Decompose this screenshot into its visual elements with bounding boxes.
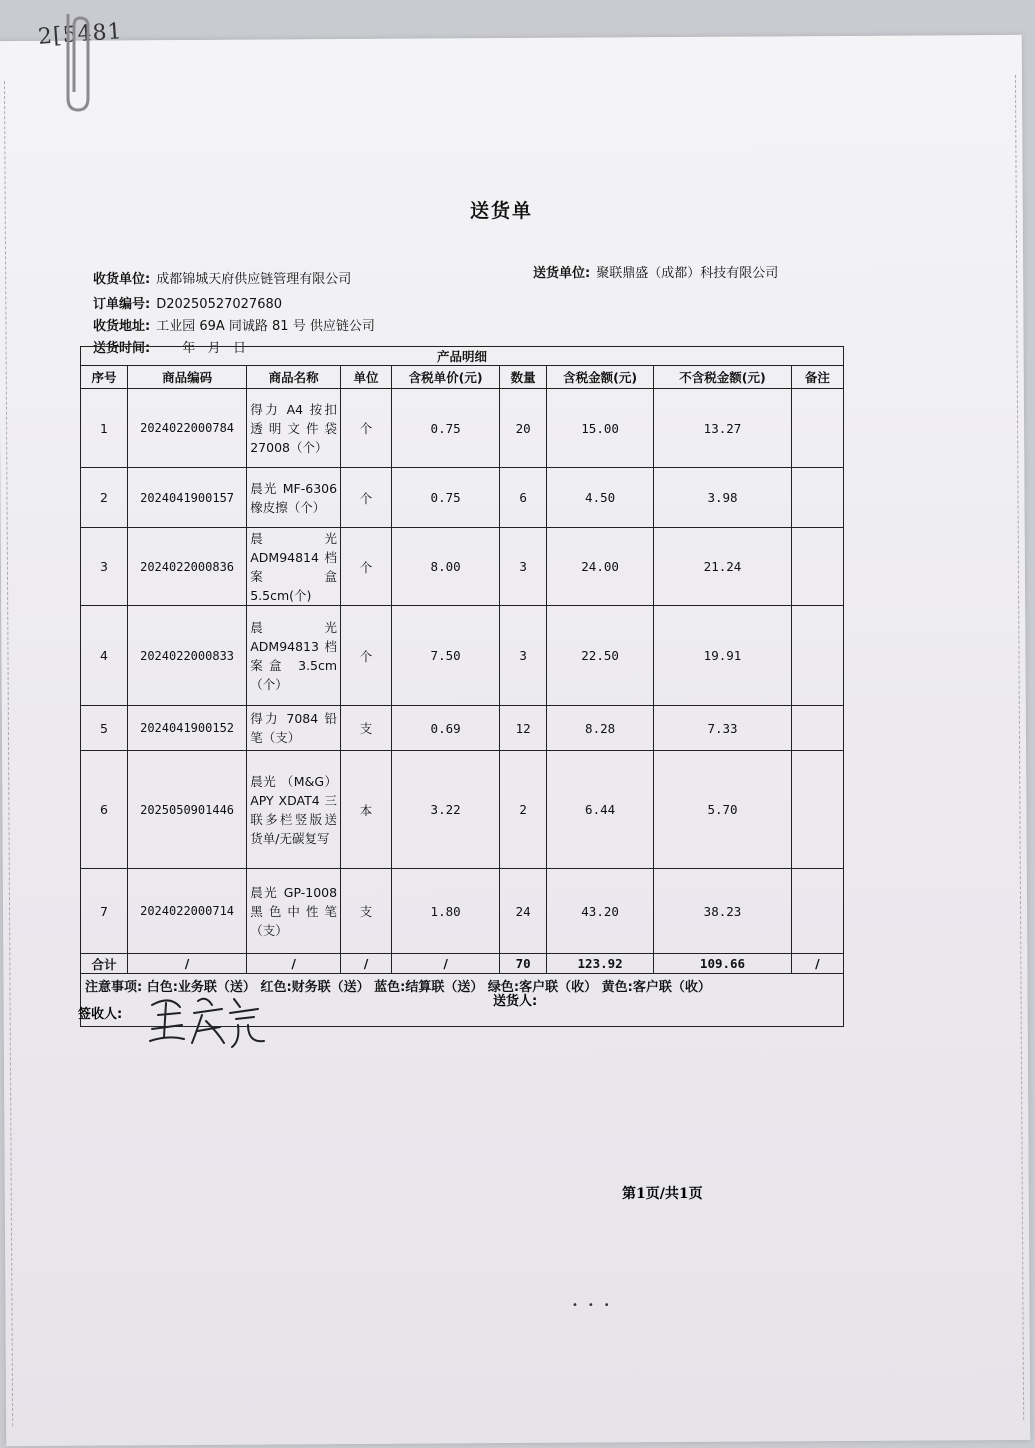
page-indicator: 第1页/共1页 xyxy=(622,1186,703,1202)
speck-marks: ••• xyxy=(572,1300,620,1311)
sender-unit-value: 聚联鼎盛（成都）科技有限公司 xyxy=(596,266,779,281)
cell-qty: 3 xyxy=(500,528,547,606)
col-header-no: 序号 xyxy=(81,366,128,389)
order-number xyxy=(93,293,282,312)
cell-amount-tax: 4.50 xyxy=(547,468,654,528)
order-number-label: 订单编号: xyxy=(93,297,151,312)
cell-name: 晨光 MF-6306 橡皮擦（个） xyxy=(247,468,341,528)
col-header-remark: 备注 xyxy=(791,366,843,389)
cell-unit: 本 xyxy=(341,751,392,869)
delivery-time-label: 送货时间: xyxy=(93,341,151,356)
cell-no: 4 xyxy=(81,606,128,706)
cell-no: 2 xyxy=(81,468,128,528)
cell-name: 得力 7084 铅笔（支） xyxy=(247,706,341,751)
cell-name: 晨光 （M&G）APY XDAT4 三联多栏竖版送货单/无碳复写 xyxy=(247,751,341,869)
cell-unit: 个 xyxy=(341,606,392,706)
handwritten-signature xyxy=(140,985,270,1055)
totals-amount-notax: 109.66 xyxy=(654,954,792,974)
cell-remark xyxy=(791,706,843,751)
cell-code: 2024041900157 xyxy=(127,468,246,528)
cell-name: 晨光 ADM94814 档案盒 5.5cm(个) xyxy=(247,528,341,606)
cell-amount-tax: 15.00 xyxy=(547,389,654,468)
cell-name: 晨光 ADM94813 档案盒 3.5cm （个） xyxy=(247,606,341,706)
cell-amount-tax: 24.00 xyxy=(547,528,654,606)
perforation-right xyxy=(1015,75,1024,1420)
cell-price: 1.80 xyxy=(392,869,500,954)
col-header-name: 商品名称 xyxy=(247,366,341,389)
perforation-left xyxy=(4,81,13,1426)
cell-remark xyxy=(791,751,843,869)
sender-unit-label: 送货单位: xyxy=(533,266,591,281)
cell-code: 2024022000833 xyxy=(127,606,246,706)
order-number-value: D20250527027680 xyxy=(156,297,283,312)
cell-price: 7.50 xyxy=(392,606,500,706)
cell-amount-notax: 21.24 xyxy=(654,528,792,606)
cell-price: 0.75 xyxy=(392,468,500,528)
cell-price: 0.69 xyxy=(392,706,500,751)
receiver-unit-label: 收货单位: xyxy=(93,272,151,287)
cell-no: 6 xyxy=(81,751,128,869)
cell-code: 2024022000784 xyxy=(127,389,246,468)
totals-qty: 70 xyxy=(500,954,547,974)
sender-unit xyxy=(533,262,778,281)
cell-no: 1 xyxy=(81,389,128,468)
cell-amount-notax: 38.23 xyxy=(654,869,792,954)
cell-amount-tax: 8.28 xyxy=(547,706,654,751)
signer-label: 签收人: xyxy=(78,1007,123,1022)
totals-label: 合计 xyxy=(81,954,128,974)
handwritten-note: 2[5481 xyxy=(37,19,124,50)
cell-remark xyxy=(791,468,843,528)
cell-code: 2024022000714 xyxy=(127,869,246,954)
cell-price: 3.22 xyxy=(392,751,500,869)
table-row xyxy=(81,389,844,468)
cell-unit: 支 xyxy=(341,706,392,751)
cell-qty: 20 xyxy=(500,389,547,468)
cell-unit: 个 xyxy=(341,389,392,468)
totals-name: / xyxy=(247,954,341,974)
cell-amount-tax: 6.44 xyxy=(547,751,654,869)
cell-unit: 个 xyxy=(341,528,392,606)
cell-qty: 3 xyxy=(500,606,547,706)
cell-name: 得力 A4 按扣透明文件袋 27008（个） xyxy=(247,389,341,468)
cell-amount-notax: 7.33 xyxy=(654,706,792,751)
delivery-address-label: 收货地址: xyxy=(93,319,151,334)
cell-amount-notax: 3.98 xyxy=(654,468,792,528)
cell-no: 5 xyxy=(81,706,128,751)
cell-unit: 支 xyxy=(341,869,392,954)
section-title: 产品明细 xyxy=(81,347,844,366)
table-row xyxy=(81,869,844,954)
cell-qty: 24 xyxy=(500,869,547,954)
cell-amount-notax: 19.91 xyxy=(654,606,792,706)
cell-unit: 个 xyxy=(341,468,392,528)
col-header-qty: 数量 xyxy=(500,366,547,389)
table-row xyxy=(81,706,844,751)
cell-amount-tax: 43.20 xyxy=(547,869,654,954)
table-row xyxy=(81,468,844,528)
delivery-address-value: 工业园 69A 同诚路 81 号 供应链公司 xyxy=(156,319,375,334)
cell-no: 3 xyxy=(81,528,128,606)
col-header-price: 含税单价(元) xyxy=(392,366,500,389)
table-row xyxy=(81,751,844,869)
cell-price: 0.75 xyxy=(392,389,500,468)
cell-remark xyxy=(791,606,843,706)
totals-price: / xyxy=(392,954,500,974)
totals-unit: / xyxy=(341,954,392,974)
totals-code: / xyxy=(127,954,246,974)
col-header-unit: 单位 xyxy=(341,366,392,389)
table-row xyxy=(81,606,844,706)
paperclip-icon xyxy=(60,6,100,116)
cell-amount-notax: 5.70 xyxy=(654,751,792,869)
col-header-amount-tax: 含税金额(元) xyxy=(547,366,654,389)
cell-remark xyxy=(791,528,843,606)
cell-qty: 6 xyxy=(500,468,547,528)
totals-amount-tax: 123.92 xyxy=(547,954,654,974)
receiver-unit-value: 成都锦城天府供应链管理有限公司 xyxy=(156,272,352,287)
cell-code: 2024041900152 xyxy=(127,706,246,751)
cell-remark xyxy=(791,389,843,468)
delivery-time-value: 年 月 日 xyxy=(182,341,246,356)
sender-label: 送货人: xyxy=(493,994,538,1009)
cell-qty: 12 xyxy=(500,706,547,751)
notes-text: 注意事项: 白色:业务联（送） 红色:财务联（送） 蓝色:结算联（送） 绿色:客户联（收） 黄色:客户联（收） xyxy=(81,974,844,1027)
cell-name: 晨光 GP-1008 黑色中性笔（支） xyxy=(247,869,341,954)
cell-qty: 2 xyxy=(500,751,547,869)
cell-code: 2024022000836 xyxy=(127,528,246,606)
table-row xyxy=(81,528,844,606)
document-title: 送货单 xyxy=(470,200,534,222)
cell-remark xyxy=(791,869,843,954)
cell-amount-tax: 22.50 xyxy=(547,606,654,706)
cell-no: 7 xyxy=(81,869,128,954)
col-header-code: 商品编码 xyxy=(127,366,246,389)
col-header-amount-notax: 不含税金额(元) xyxy=(654,366,792,389)
cell-amount-notax: 13.27 xyxy=(654,389,792,468)
cell-code: 2025050901446 xyxy=(127,751,246,869)
cell-price: 8.00 xyxy=(392,528,500,606)
product-table xyxy=(80,346,844,1027)
totals-remark: / xyxy=(791,954,843,974)
totals-row xyxy=(81,954,844,974)
delivery-address xyxy=(93,315,375,334)
receiver-unit xyxy=(93,268,351,287)
